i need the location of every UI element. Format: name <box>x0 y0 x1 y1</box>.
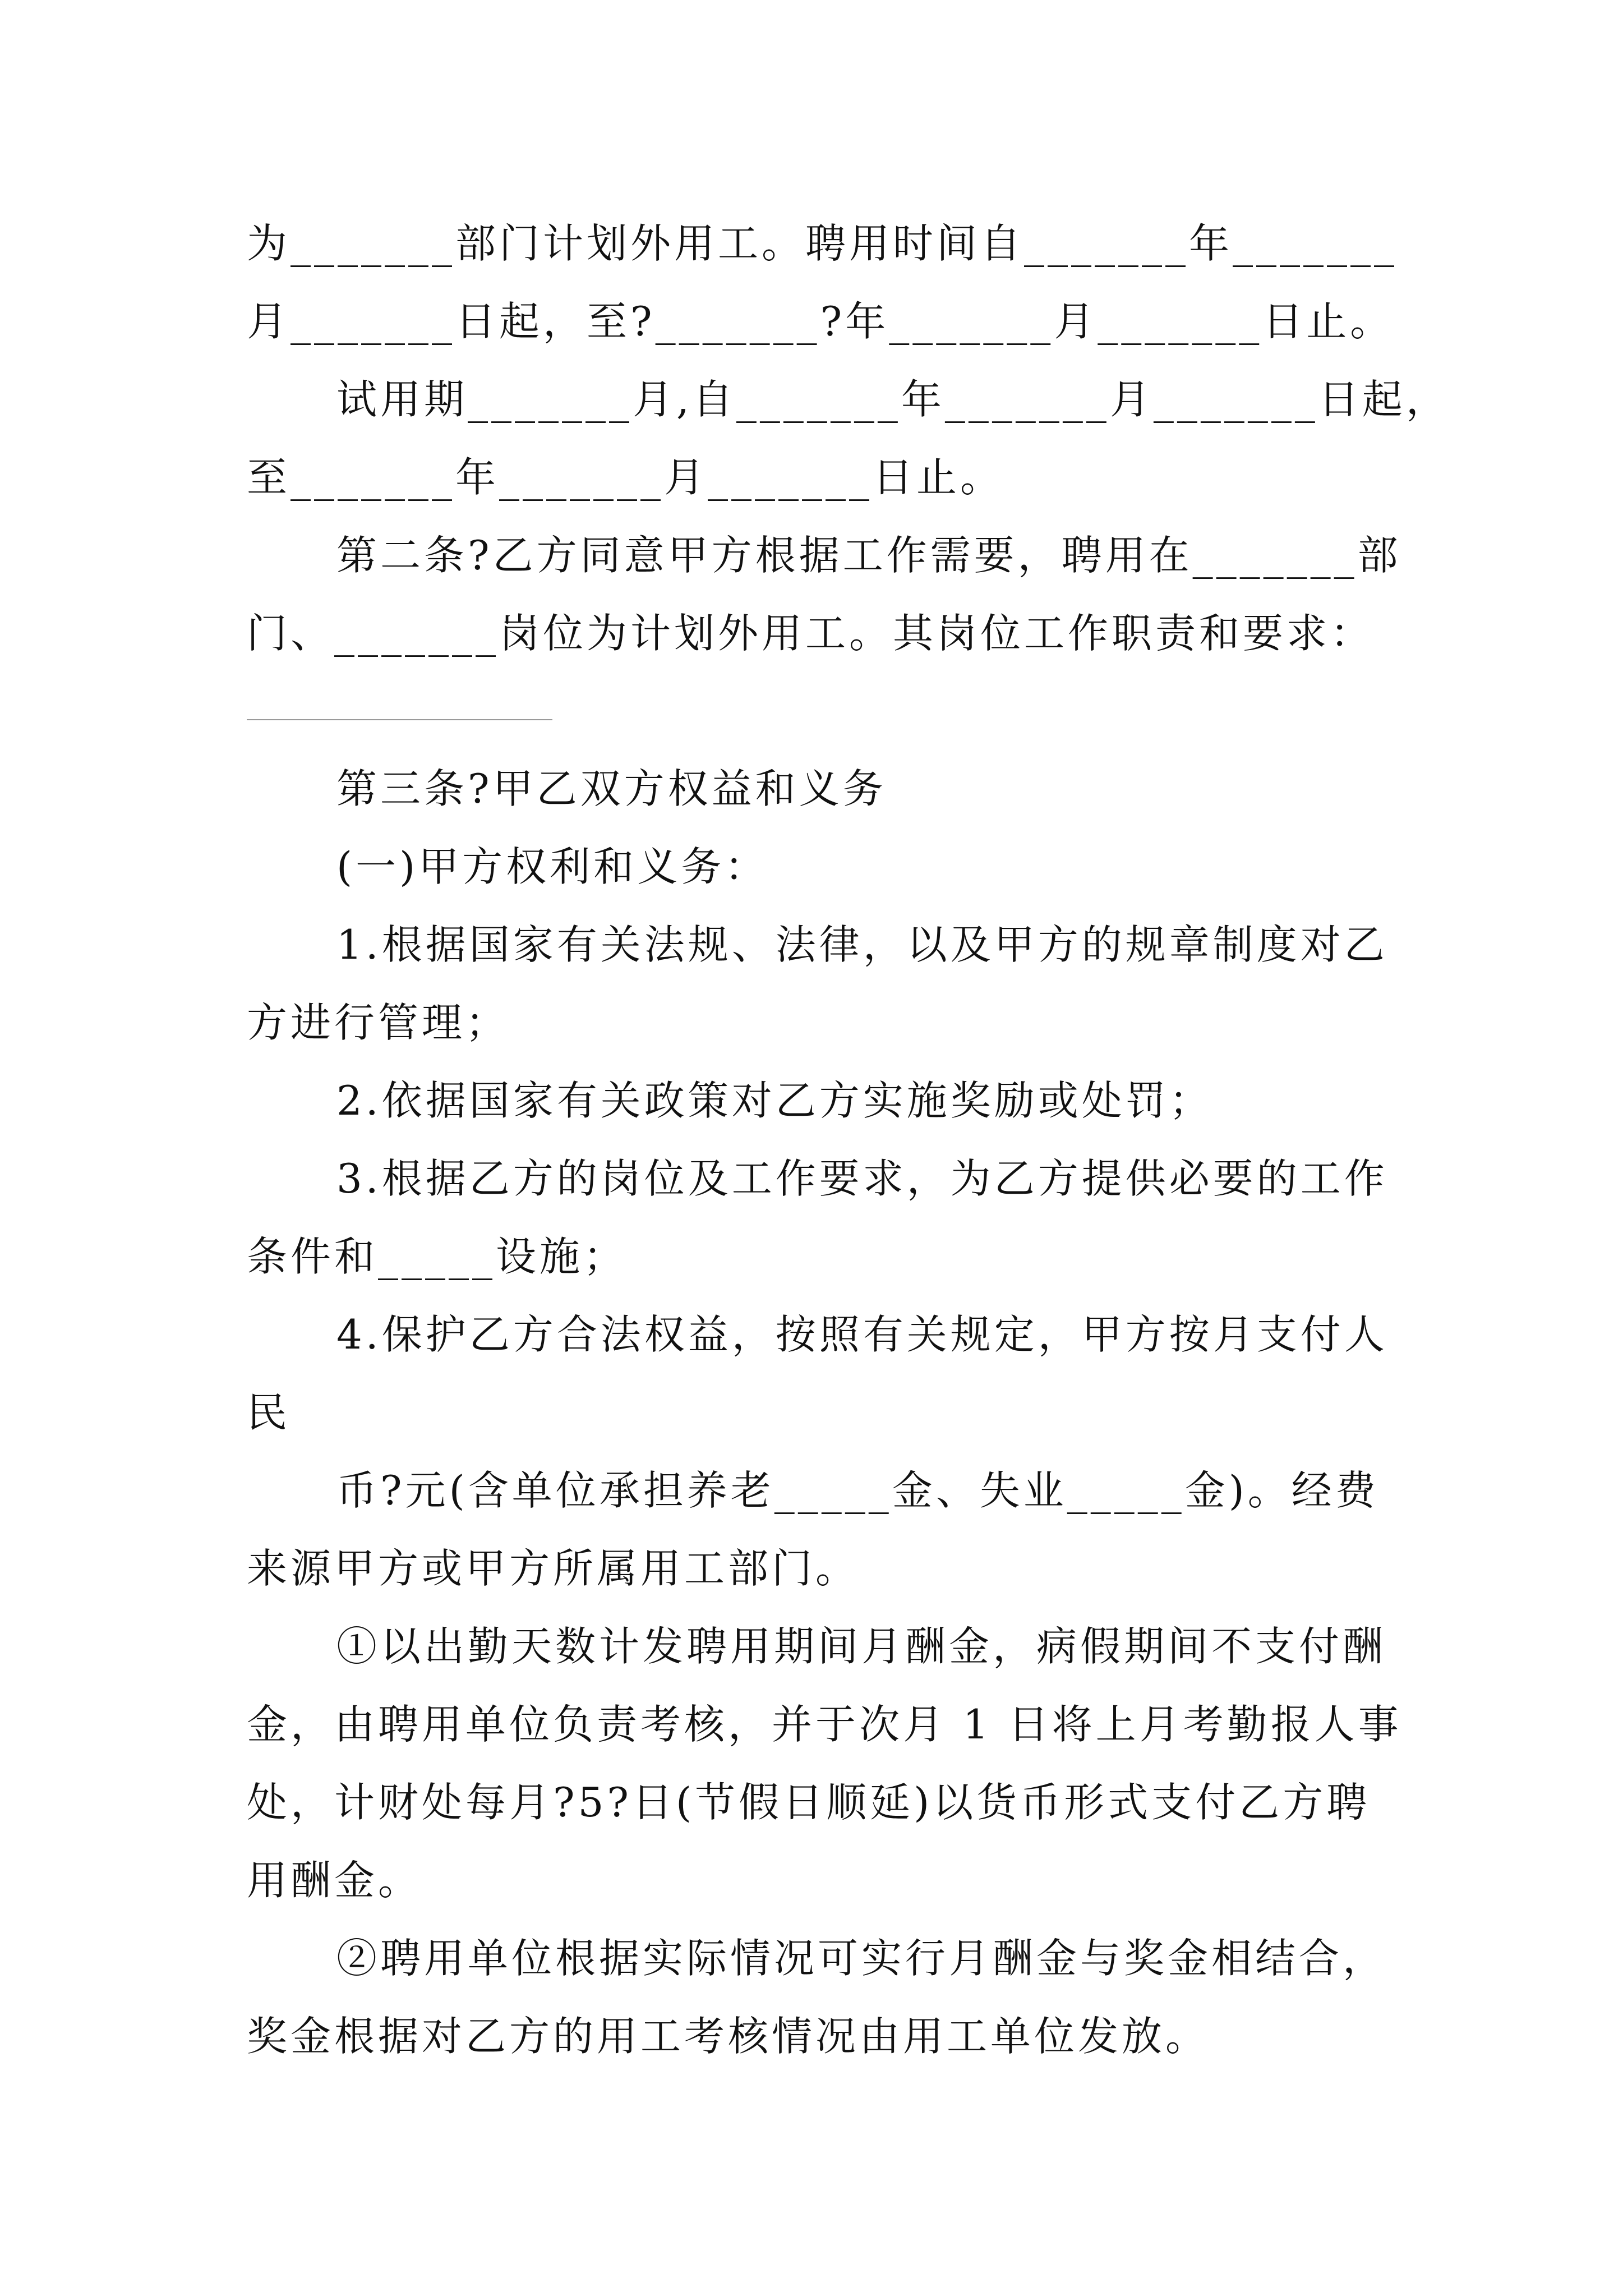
text-line: 至_______年_______月_______日止。 <box>247 454 1004 501</box>
text-line: 门、_______岗位为计划外用工。其岗位工作职责和要求： <box>247 610 1375 657</box>
text-line: 第三条?甲乙双方权益和义务 <box>336 765 887 812</box>
text-line: 处，计财处每月?5?日(节假日顺延)以货币形式支付乙方聘 <box>247 1779 1371 1826</box>
text-line: 试用期_______月,自_______年_______月_______日起， <box>336 376 1450 423</box>
text-line: (一)甲方权利和义务： <box>336 843 769 890</box>
blank-underline <box>247 719 552 720</box>
text-line: 民 <box>247 1389 291 1436</box>
text-line: 2.依据国家有关政策对乙方实施奖励或处罚； <box>336 1077 1213 1124</box>
text-line: 4.保护乙方合法权益，按照有关规定，甲方按月支付人 <box>336 1311 1388 1358</box>
text-line: ②聘用单位根据实际情况可实行月酬金与奖金相结合， <box>336 1935 1387 1982</box>
text-line: 用酬金。 <box>247 1857 422 1904</box>
text-line: 1.根据国家有关法规、法律，以及甲方的规章制度对乙 <box>336 921 1388 968</box>
text-line: 条件和_____设施； <box>247 1233 628 1280</box>
text-line: ①以出勤天数计发聘用期间月酬金，病假期间不支付酬 <box>336 1623 1387 1670</box>
text-line: 金，由聘用单位负责考核，并于次月 1 日将上月考勤报人事 <box>247 1701 1402 1748</box>
text-line: 奖金根据对乙方的用工考核情况由用工单位发放。 <box>247 2013 1210 2060</box>
text-line: 为_______部门计划外用工。聘用时间自_______年_______ <box>247 220 1398 267</box>
text-line: 3.根据乙方的岗位及工作要求，为乙方提供必要的工作 <box>336 1155 1388 1202</box>
text-line: 方进行管理； <box>247 999 510 1046</box>
text-line: 来源甲方或甲方所属用工部门。 <box>247 1545 860 1592</box>
text-line: 月_______日起，至?_______?年_______月_______日止。 <box>247 298 1394 345</box>
text-line: 第二条?乙方同意甲方根据工作需要，聘用在_______部 <box>336 532 1401 579</box>
text-line: 币?元(含单位承担养老_____金、失业_____金)。经费 <box>336 1467 1379 1514</box>
